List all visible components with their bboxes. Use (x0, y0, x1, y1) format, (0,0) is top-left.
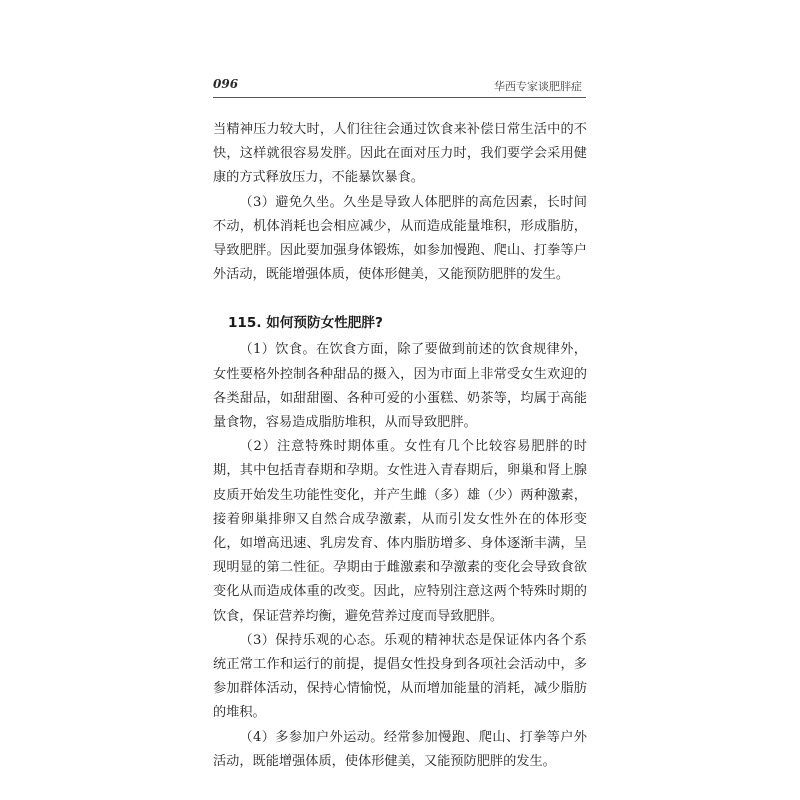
paragraph-special-periods: （2）注意特殊时期体重。女性有几个比较容易肥胖的时期，其中包括青春期和孕期。女性进入青春期后，卵巢和肾上腺皮质开始发生功能性变化，并产生雌（多）雄（少）两种激素，接着卵巢排卵又自然合成孕激素，从而引发女性外在的体形变化，如增高迅速、乳房发育、体内脂肪增多、身体逐渐丰满，呈现明显的第二性征。孕期由于雌激素和孕激素的变化会导致食欲变化从而造成体重的改变。因此，应特别注意这两个特殊时期的饮食，保证营养均衡，避免营养过度而导致肥胖。 (213, 439, 587, 624)
page-body (213, 118, 587, 774)
paragraph-continued: 当精神压力较大时，人们往往会通过饮食来补偿日常生活中的不快，这样就很容易发胖。因此在面对压力时，我们要学会采用健康的方式释放压力，不能暴饮暴食。 (213, 122, 587, 186)
running-header-title: 华西专家谈肥胖症 (494, 80, 582, 93)
paragraph-optimistic-mindset: （3）保持乐观的心态。乐观的精神状态是保证体内各个系统正常工作和运行的前提，提倡女性投身到各项社会活动中，多参加群体活动，保持心情愉悦，从而增加能量的消耗，减少脂肪的堆积。 (213, 632, 587, 721)
paragraph-avoid-sitting: （3）避免久坐。久坐是导致人体肥胖的高危因素，长时间不动，机体消耗也会相应减少，从而造成能量堆积，形成脂肪，导致肥胖。因此要加强身体锻炼，如参加慢跑、爬山、打拳等户外活动，既能增强体质，使体形健美，又能预防肥胖的发生。 (213, 194, 587, 283)
header-divider (213, 97, 586, 98)
page-number: 096 (213, 77, 239, 91)
paragraph-outdoor-exercise: （4）多参加户外运动。经常参加慢跑、爬山、打拳等户外活动，既能增强体质，使体形健美，又能预防肥胖的发生。 (213, 729, 587, 769)
section-heading: 115. 如何预防女性肥胖? (227, 315, 383, 332)
paragraph-diet: （1）饮食。在饮食方面，除了要做到前述的饮食规律外，女性要格外控制各种甜品的摄入，因为市面上非常受女生欢迎的各类甜品，如甜甜圈、各种可爱的小蛋糕、奶茶等，均属于高能量食物，容易造成脂肪堆积，从而导致肥胖。 (213, 342, 587, 431)
